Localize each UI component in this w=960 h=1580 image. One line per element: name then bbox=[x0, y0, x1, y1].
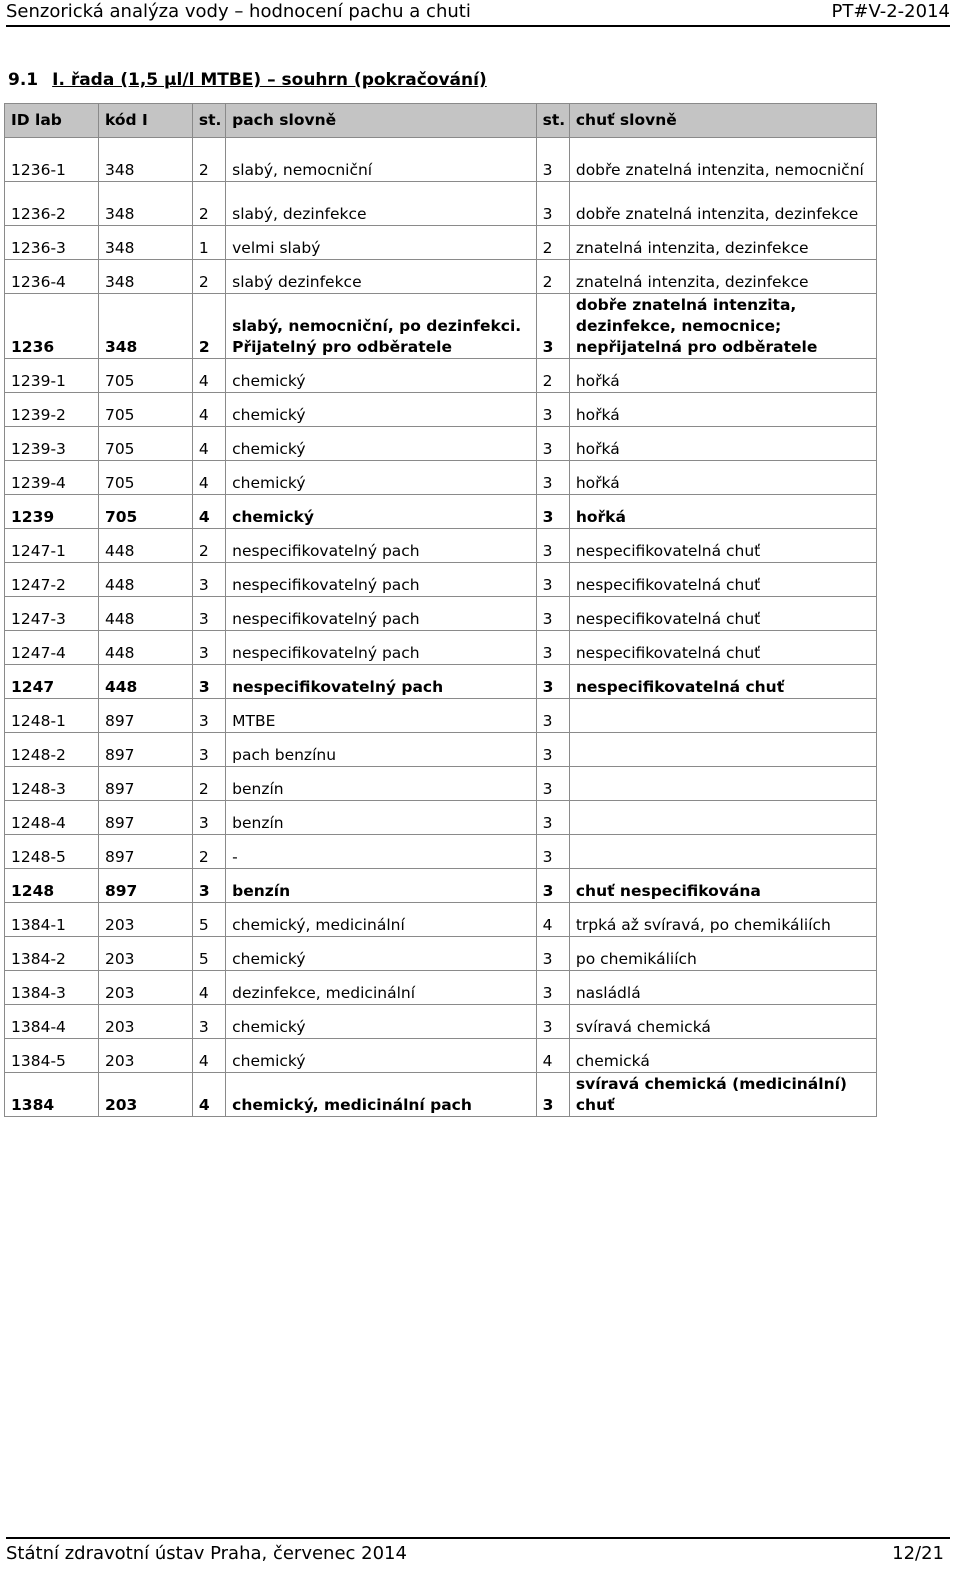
cell-chut bbox=[569, 767, 876, 801]
cell-pach: chemický, medicinální bbox=[226, 903, 537, 937]
cell-st-chut: 3 bbox=[536, 801, 569, 835]
cell-kod: 348 bbox=[98, 182, 192, 226]
cell-st-pach: 4 bbox=[192, 359, 225, 393]
cell-id-lab: 1384 bbox=[5, 1073, 99, 1117]
cell-st-chut: 3 bbox=[536, 665, 569, 699]
cell-chut bbox=[569, 835, 876, 869]
cell-st-chut: 3 bbox=[536, 937, 569, 971]
cell-chut: nespecifikovatelná chuť bbox=[569, 563, 876, 597]
cell-st-chut: 3 bbox=[536, 294, 569, 359]
table-summary-row bbox=[5, 1073, 877, 1117]
cell-id-lab: 1384-3 bbox=[5, 971, 99, 1005]
cell-pach: chemický bbox=[226, 1039, 537, 1073]
cell-chut: dobře znatelná intenzita, dezinfekce, nemocnice; nepřijatelná pro odběratele bbox=[569, 294, 876, 359]
table-row bbox=[5, 937, 877, 971]
cell-id-lab: 1247-4 bbox=[5, 631, 99, 665]
cell-chut: znatelná intenzita, dezinfekce bbox=[569, 226, 876, 260]
cell-st-chut: 3 bbox=[536, 631, 569, 665]
table-row bbox=[5, 563, 877, 597]
cell-st-chut: 3 bbox=[536, 563, 569, 597]
cell-id-lab: 1239 bbox=[5, 495, 99, 529]
cell-id-lab: 1239-1 bbox=[5, 359, 99, 393]
cell-pach: chemický bbox=[226, 393, 537, 427]
cell-st-pach: 3 bbox=[192, 597, 225, 631]
cell-st-pach: 3 bbox=[192, 699, 225, 733]
cell-st-chut: 3 bbox=[536, 393, 569, 427]
cell-pach: velmi slabý bbox=[226, 226, 537, 260]
cell-id-lab: 1236-3 bbox=[5, 226, 99, 260]
col-header-st-chut: st. bbox=[536, 104, 569, 138]
cell-id-lab: 1247 bbox=[5, 665, 99, 699]
cell-chut: nespecifikovatelná chuť bbox=[569, 529, 876, 563]
cell-id-lab: 1384-4 bbox=[5, 1005, 99, 1039]
table-row bbox=[5, 971, 877, 1005]
cell-pach: nespecifikovatelný pach bbox=[226, 597, 537, 631]
cell-pach: chemický bbox=[226, 937, 537, 971]
table-summary-row bbox=[5, 665, 877, 699]
table-row bbox=[5, 461, 877, 495]
cell-st-pach: 2 bbox=[192, 529, 225, 563]
cell-pach: slabý, dezinfekce bbox=[226, 182, 537, 226]
cell-id-lab: 1248-4 bbox=[5, 801, 99, 835]
cell-id-lab: 1239-4 bbox=[5, 461, 99, 495]
cell-chut: chemická bbox=[569, 1039, 876, 1073]
cell-st-pach: 2 bbox=[192, 294, 225, 359]
table-row bbox=[5, 138, 877, 182]
table-row bbox=[5, 393, 877, 427]
cell-id-lab: 1247-3 bbox=[5, 597, 99, 631]
cell-st-pach: 4 bbox=[192, 393, 225, 427]
cell-chut: hořká bbox=[569, 393, 876, 427]
table-row bbox=[5, 767, 877, 801]
cell-chut: hořká bbox=[569, 427, 876, 461]
cell-pach: slabý, nemocniční, po dezinfekci. Přijatelný pro odběratele bbox=[226, 294, 537, 359]
cell-st-pach: 5 bbox=[192, 903, 225, 937]
section-title bbox=[8, 68, 487, 92]
cell-st-chut: 3 bbox=[536, 699, 569, 733]
cell-st-pach: 2 bbox=[192, 260, 225, 294]
cell-st-pach: 4 bbox=[192, 495, 225, 529]
cell-st-pach: 2 bbox=[192, 767, 225, 801]
cell-st-chut: 3 bbox=[536, 971, 569, 1005]
cell-id-lab: 1384-2 bbox=[5, 937, 99, 971]
cell-pach: - bbox=[226, 835, 537, 869]
cell-kod: 348 bbox=[98, 226, 192, 260]
cell-pach: chemický bbox=[226, 495, 537, 529]
cell-kod: 705 bbox=[98, 495, 192, 529]
cell-chut bbox=[569, 699, 876, 733]
document-title: Senzorická analýza vody – hodnocení pachu a chuti bbox=[6, 1, 471, 22]
cell-kod: 897 bbox=[98, 733, 192, 767]
cell-chut: svíravá chemická (medicinální) chuť bbox=[569, 1073, 876, 1117]
table-row bbox=[5, 903, 877, 937]
cell-chut: nasládlá bbox=[569, 971, 876, 1005]
cell-chut: hořká bbox=[569, 495, 876, 529]
cell-chut: dobře znatelná intenzita, nemocniční bbox=[569, 138, 876, 182]
cell-id-lab: 1248 bbox=[5, 869, 99, 903]
cell-id-lab: 1239-3 bbox=[5, 427, 99, 461]
table-row bbox=[5, 801, 877, 835]
cell-kod: 448 bbox=[98, 563, 192, 597]
cell-kod: 705 bbox=[98, 427, 192, 461]
cell-st-chut: 3 bbox=[536, 1005, 569, 1039]
cell-st-pach: 4 bbox=[192, 1039, 225, 1073]
cell-pach: chemický bbox=[226, 461, 537, 495]
cell-pach: MTBE bbox=[226, 699, 537, 733]
cell-id-lab: 1236-1 bbox=[5, 138, 99, 182]
cell-st-pach: 3 bbox=[192, 869, 225, 903]
cell-id-lab: 1248-3 bbox=[5, 767, 99, 801]
cell-chut: po chemikáliích bbox=[569, 937, 876, 971]
cell-st-chut: 2 bbox=[536, 226, 569, 260]
table-row bbox=[5, 733, 877, 767]
cell-st-chut: 3 bbox=[536, 427, 569, 461]
cell-chut: znatelná intenzita, dezinfekce bbox=[569, 260, 876, 294]
cell-kod: 448 bbox=[98, 631, 192, 665]
cell-kod: 705 bbox=[98, 359, 192, 393]
cell-st-chut: 2 bbox=[536, 260, 569, 294]
cell-st-chut: 4 bbox=[536, 1039, 569, 1073]
cell-pach: chemický, medicinální pach bbox=[226, 1073, 537, 1117]
cell-kod: 448 bbox=[98, 529, 192, 563]
cell-kod: 705 bbox=[98, 393, 192, 427]
cell-chut: nespecifikovatelná chuť bbox=[569, 631, 876, 665]
col-header-pach: pach slovně bbox=[226, 104, 537, 138]
table-row bbox=[5, 699, 877, 733]
cell-chut: nespecifikovatelná chuť bbox=[569, 597, 876, 631]
cell-st-pach: 4 bbox=[192, 461, 225, 495]
cell-st-chut: 4 bbox=[536, 903, 569, 937]
cell-st-pach: 1 bbox=[192, 226, 225, 260]
table-row bbox=[5, 427, 877, 461]
cell-st-chut: 3 bbox=[536, 495, 569, 529]
cell-pach: benzín bbox=[226, 801, 537, 835]
cell-st-pach: 3 bbox=[192, 733, 225, 767]
table-row bbox=[5, 260, 877, 294]
cell-pach: chemický bbox=[226, 427, 537, 461]
cell-id-lab: 1248-2 bbox=[5, 733, 99, 767]
cell-pach: nespecifikovatelný pach bbox=[226, 665, 537, 699]
cell-st-pach: 2 bbox=[192, 138, 225, 182]
cell-id-lab: 1247-2 bbox=[5, 563, 99, 597]
table-row bbox=[5, 597, 877, 631]
cell-chut: chuť nespecifikována bbox=[569, 869, 876, 903]
cell-id-lab: 1248-1 bbox=[5, 699, 99, 733]
table-row bbox=[5, 1005, 877, 1039]
cell-id-lab: 1384-5 bbox=[5, 1039, 99, 1073]
cell-id-lab: 1236 bbox=[5, 294, 99, 359]
cell-id-lab: 1236-2 bbox=[5, 182, 99, 226]
cell-st-chut: 3 bbox=[536, 138, 569, 182]
cell-kod: 203 bbox=[98, 903, 192, 937]
table-row bbox=[5, 1039, 877, 1073]
cell-kod: 203 bbox=[98, 1073, 192, 1117]
cell-kod: 897 bbox=[98, 801, 192, 835]
cell-kod: 203 bbox=[98, 971, 192, 1005]
table-summary-row bbox=[5, 869, 877, 903]
cell-chut bbox=[569, 801, 876, 835]
cell-st-chut: 3 bbox=[536, 529, 569, 563]
cell-st-chut: 3 bbox=[536, 461, 569, 495]
col-header-chut: chuť slovně bbox=[569, 104, 876, 138]
cell-pach: nespecifikovatelný pach bbox=[226, 631, 537, 665]
results-table bbox=[4, 103, 877, 1117]
cell-pach: dezinfekce, medicinální bbox=[226, 971, 537, 1005]
table-summary-row bbox=[5, 294, 877, 359]
cell-st-chut: 3 bbox=[536, 182, 569, 226]
section-heading: I. řada (1,5 µl/l MTBE) – souhrn (pokračování) bbox=[52, 70, 487, 90]
cell-st-chut: 3 bbox=[536, 835, 569, 869]
cell-st-chut: 3 bbox=[536, 733, 569, 767]
col-header-st-pach: st. bbox=[192, 104, 225, 138]
cell-st-pach: 3 bbox=[192, 665, 225, 699]
cell-chut: hořká bbox=[569, 359, 876, 393]
cell-st-pach: 3 bbox=[192, 631, 225, 665]
cell-chut: nespecifikovatelná chuť bbox=[569, 665, 876, 699]
cell-st-chut: 3 bbox=[536, 869, 569, 903]
cell-chut bbox=[569, 733, 876, 767]
cell-kod: 203 bbox=[98, 1039, 192, 1073]
cell-id-lab: 1248-5 bbox=[5, 835, 99, 869]
cell-kod: 203 bbox=[98, 937, 192, 971]
table-summary-row bbox=[5, 495, 877, 529]
table-row bbox=[5, 631, 877, 665]
document-code: PT#V-2-2014 bbox=[831, 1, 950, 22]
cell-st-pach: 3 bbox=[192, 563, 225, 597]
cell-st-pach: 3 bbox=[192, 1005, 225, 1039]
cell-chut: hořká bbox=[569, 461, 876, 495]
cell-kod: 897 bbox=[98, 699, 192, 733]
cell-kod: 348 bbox=[98, 294, 192, 359]
cell-pach: benzín bbox=[226, 869, 537, 903]
cell-kod: 203 bbox=[98, 1005, 192, 1039]
cell-st-pach: 4 bbox=[192, 1073, 225, 1117]
cell-pach: pach benzínu bbox=[226, 733, 537, 767]
cell-st-pach: 5 bbox=[192, 937, 225, 971]
cell-id-lab: 1247-1 bbox=[5, 529, 99, 563]
table-row bbox=[5, 182, 877, 226]
cell-id-lab: 1236-4 bbox=[5, 260, 99, 294]
table-row bbox=[5, 835, 877, 869]
page-header bbox=[6, 0, 950, 27]
cell-kod: 448 bbox=[98, 665, 192, 699]
section-number: 9.1 bbox=[8, 70, 39, 90]
col-header-id-lab: ID lab bbox=[5, 104, 99, 138]
page-footer bbox=[6, 1537, 950, 1569]
cell-st-chut: 3 bbox=[536, 1073, 569, 1117]
cell-pach: slabý dezinfekce bbox=[226, 260, 537, 294]
cell-pach: slabý, nemocniční bbox=[226, 138, 537, 182]
cell-pach: chemický bbox=[226, 359, 537, 393]
cell-kod: 897 bbox=[98, 869, 192, 903]
cell-kod: 448 bbox=[98, 597, 192, 631]
cell-st-pach: 2 bbox=[192, 835, 225, 869]
cell-st-pach: 2 bbox=[192, 182, 225, 226]
page-number: 12/21 bbox=[892, 1543, 944, 1564]
cell-kod: 897 bbox=[98, 767, 192, 801]
cell-st-pach: 4 bbox=[192, 427, 225, 461]
cell-chut: svíravá chemická bbox=[569, 1005, 876, 1039]
cell-id-lab: 1239-2 bbox=[5, 393, 99, 427]
cell-id-lab: 1384-1 bbox=[5, 903, 99, 937]
cell-st-chut: 2 bbox=[536, 359, 569, 393]
cell-pach: nespecifikovatelný pach bbox=[226, 563, 537, 597]
cell-pach: benzín bbox=[226, 767, 537, 801]
cell-kod: 897 bbox=[98, 835, 192, 869]
table-header-row bbox=[5, 104, 877, 138]
cell-st-pach: 4 bbox=[192, 971, 225, 1005]
cell-pach: chemický bbox=[226, 1005, 537, 1039]
cell-pach: nespecifikovatelný pach bbox=[226, 529, 537, 563]
cell-chut: trpká až svíravá, po chemikáliích bbox=[569, 903, 876, 937]
cell-st-chut: 3 bbox=[536, 597, 569, 631]
table-row bbox=[5, 529, 877, 563]
cell-kod: 348 bbox=[98, 138, 192, 182]
cell-kod: 348 bbox=[98, 260, 192, 294]
table-body bbox=[5, 138, 877, 1117]
cell-st-chut: 3 bbox=[536, 767, 569, 801]
cell-st-pach: 3 bbox=[192, 801, 225, 835]
table-row bbox=[5, 359, 877, 393]
footer-institution: Státní zdravotní ústav Praha, červenec 2014 bbox=[6, 1543, 407, 1564]
cell-chut: dobře znatelná intenzita, dezinfekce bbox=[569, 182, 876, 226]
col-header-kod: kód I bbox=[98, 104, 192, 138]
cell-kod: 705 bbox=[98, 461, 192, 495]
table-row bbox=[5, 226, 877, 260]
